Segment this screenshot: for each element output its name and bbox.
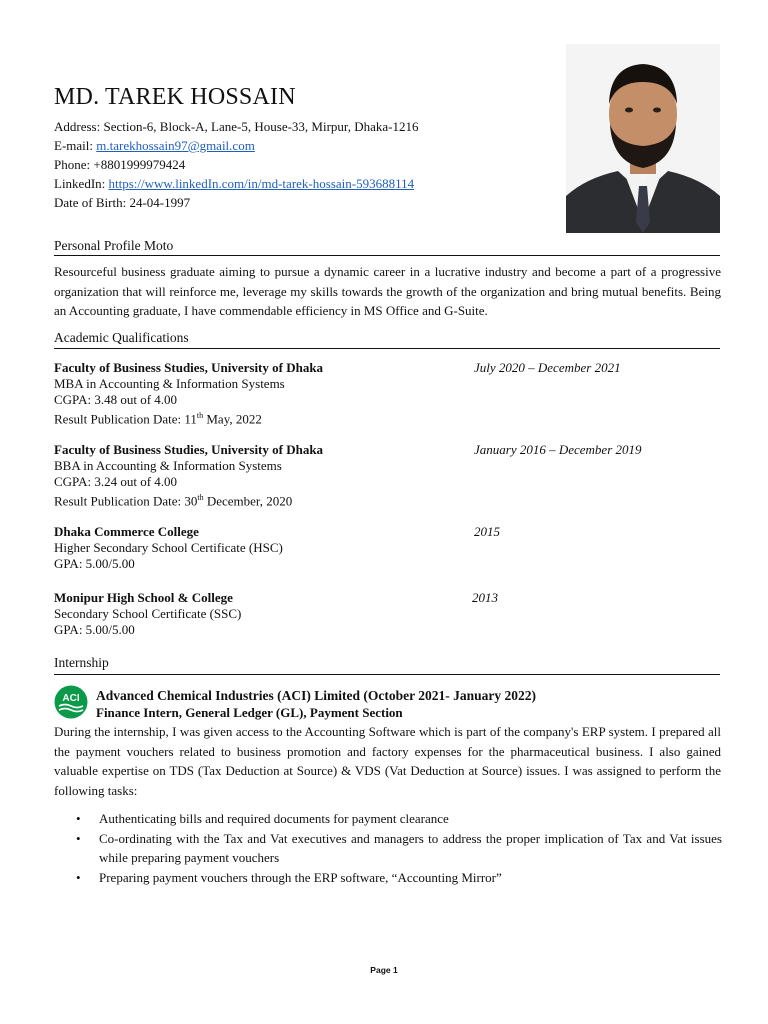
result-date: Result Publication Date: 11th May, 2022 [54, 411, 262, 427]
profile-text: Resourceful business graduate aiming to pursue a dynamic career in a lucrative industry and become a part of a progressive organization that will reinforce me, leverage my skills towards the growth of the organization and bring mutual benefits. Being an Accounting graduate, I have commendable efficiency in MS Office and G-Suite. [54, 264, 721, 318]
email-link[interactable]: m.tarekhossain97@gmail.com [96, 138, 255, 153]
aci-logo [54, 685, 88, 719]
phone-line: Phone: +8801999979424 [54, 157, 186, 172]
internship-section-title: Internship [54, 655, 109, 670]
result-date: Result Publication Date: 30th December, 2020 [54, 493, 293, 509]
education-entry-mba [54, 360, 720, 427]
study-period: 2015 [474, 524, 500, 539]
bullet-icon: • [76, 869, 81, 885]
internship-divider [54, 674, 720, 675]
grade-line: GPA: 5.00/5.00 [54, 622, 135, 637]
education-entry-bba [54, 442, 720, 509]
grade-line: GPA: 5.00/5.00 [54, 556, 135, 571]
academic-divider [54, 348, 720, 349]
intern-role: Finance Intern, General Ledger (GL), Payment Section [96, 705, 403, 720]
institution-name: Faculty of Business Studies, University of Dhaka [54, 442, 324, 457]
email-line [54, 136, 418, 155]
academic-section-title: Academic Qualifications [54, 330, 189, 345]
email-label: E-mail: [54, 138, 97, 153]
linkedin-label: LinkedIn: [54, 176, 109, 191]
portrait-illustration [566, 44, 720, 233]
list-item: • Co-ordinating with the Tax and Vat executives and managers to address the proper implication of Tax and Vat issues while preparing payment vouchers [76, 830, 722, 865]
internship-description: During the internship, I was given access to the Accounting Software which is part of the company's ERP system. I prepared all the payment vouchers related to business promotion and factory expenses for the pharmaceutical business. I also gained valuable expertise on TDS (Tax Deduction at Source) & VDS (Vat Deduction at Source) issues. I was assigned to perform the following tasks: [54, 724, 721, 798]
list-item: • Authenticating bills and required documents for payment clearance [76, 809, 722, 829]
candidate-name: MD. TAREK HOSSAIN [54, 84, 296, 110]
profile-photo [566, 44, 720, 233]
list-item: • Preparing payment vouchers through the ERP software, “Accounting Mirror” [76, 868, 722, 888]
degree-name: MBA in Accounting & Information Systems [54, 376, 285, 391]
contact-block [54, 117, 418, 212]
institution-name: Monipur High School & College [54, 590, 233, 605]
task-list [76, 809, 722, 887]
dob-line: Date of Birth: 24-04-1997 [54, 195, 191, 210]
study-period: 2013 [472, 590, 498, 605]
profile-divider [54, 255, 720, 256]
institution-name: Faculty of Business Studies, University of Dhaka [54, 360, 324, 375]
education-entry-ssc [54, 590, 720, 638]
linkedin-line [54, 174, 418, 193]
study-period: January 2016 – December 2019 [474, 442, 642, 457]
grade-line: CGPA: 3.48 out of 4.00 [54, 392, 178, 407]
institution-name: Dhaka Commerce College [54, 524, 199, 539]
linkedin-link[interactable]: https://www.linkedIn.com/in/md-tarek-hossain-593688114 [108, 176, 415, 191]
degree-name: Secondary School Certificate (SSC) [54, 606, 242, 621]
address-line: Address: Section-6, Block-A, Lane-5, House-33, Mirpur, Dhaka-1216 [54, 119, 419, 134]
svg-text:ACI: ACI [62, 693, 80, 704]
bullet-icon: • [76, 830, 81, 846]
profile-section-title: Personal Profile Moto [54, 238, 174, 253]
degree-name: BBA in Accounting & Information Systems [54, 458, 282, 473]
page-number: Page 1 [370, 965, 398, 975]
bullet-icon: • [76, 811, 81, 826]
degree-name: Higher Secondary School Certificate (HSC) [54, 540, 283, 555]
education-entry-hsc [54, 524, 720, 572]
company-title: Advanced Chemical Industries (ACI) Limited (October 2021- January 2022) [96, 688, 536, 703]
study-period: July 2020 – December 2021 [474, 360, 621, 375]
grade-line: CGPA: 3.24 out of 4.00 [54, 474, 178, 489]
